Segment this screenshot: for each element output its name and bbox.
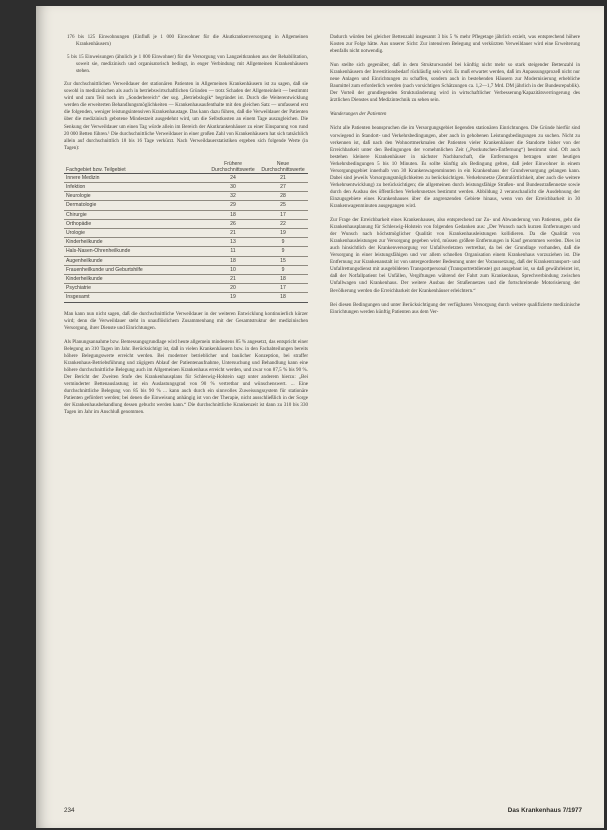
paragraph: Man kann nun nicht sagen, daß die durchschnittliche Verweildauer in der weiteren Entwicklung kontinuierlich kürzer wird; denn die Verweildauer steht in unauflöslichem Zusammenhang mit der Gesamtstruktur der medizinischen Versorgung, ihrer Dienste und Einrichtungen. bbox=[64, 310, 308, 331]
table-cell: 25 bbox=[258, 201, 308, 210]
left-column bbox=[64, 34, 308, 423]
list-item: 176 bis 125 Einwohnungen (Einfluß je 1 000 Einwohner für die Akutkrankenversorgung in Allgemeinen Krankenhäusern) bbox=[67, 34, 308, 48]
table-cell: 18 bbox=[208, 256, 258, 265]
table-cell: 17 bbox=[258, 210, 308, 219]
table-cell: 15 bbox=[258, 256, 308, 265]
paragraph: Zur Frage der Erreichbarkeit eines Krankenhauses, also entsprechend zur Zu- und Abwanderung von Patienten, geht die Krankenhausplanung für Schleswig-Holstein von folgenden Gedanken aus: „Der Wunsch nach kurzen Entfernungen und der Wunsch nach höchstmöglicher Qualität von Krankenhausleistungen kollidieren. Da die Qualität von Krankenhausleistungen zur Versorgung gegeben wird, müssen größere Entfernungen in Kauf genommen werden. Dies ist auch hinsichtlich der Krankenversorgung vor Unfallverletzten vertretbar, da bei der Grundlage vorhanden, daß die Versorgung in einer leistungsfähigen und vor allem schnellen Organisation einem Krankenhaus vorzuziehen ist. Die Entfernung zur Krankenanstalt ist von untergeordneter Bedeutung unter der Voraussetzung, daß der Krankentransport- und Unfallrettungsdienst mit ausgebildeten Transportpersonal (Transportrettdienste) gut ausgebaut ist, so daß gewährleistet ist, daß der Notfallpatient bei Unfällen, Vergiftungen während der Fahrt zum Krankenhaus, Sprechverbindung zwischen Unfallwagen und Krankenhaus. Der weitere Ausbau der Straßennetzes und die fortschreitende Motorisierung der Bevölkerung werden die Erreichbarkeit der Krankenhäuser erleichtern.“ bbox=[330, 217, 580, 294]
table-cell: 11 bbox=[208, 247, 258, 256]
table-row bbox=[64, 284, 308, 293]
table-cell: 17 bbox=[258, 284, 308, 293]
table-row bbox=[64, 247, 308, 256]
table-cell: Infektion bbox=[64, 182, 208, 191]
document-page bbox=[36, 6, 604, 828]
list-item: 5 bis 15 Einweisungen (ähnlich je 1 000 Einwohner) für die Versorgung von Langzeitkranken aus der Rehabilitation, soweit sie, medizinisch und organisatorisch bedingt, in enger Verbindung mit Allgemeinen Krankenhäusern stehen. bbox=[67, 54, 308, 75]
table-row bbox=[64, 238, 308, 247]
table-cell: 26 bbox=[208, 219, 258, 228]
table-row bbox=[64, 219, 308, 228]
table-cell: 27 bbox=[258, 182, 308, 191]
table-body bbox=[64, 173, 308, 302]
table-row bbox=[64, 182, 308, 191]
paragraph: Nun stellte sich gegenüber, daß in dem Strukturwandel bei künftig nicht mehr so stark steigender Bettenzahl in Krankenhäusern der Investitionsbedarf rückläufig sein wird. Es muß erwartet werden, daß im Anpassungsprozeß nicht nur neue Anlagen und Einrichtungen zu schaffen, sondern auch in bestehenden Häusern zur Modernisierung erhebliche Baumittel zum erforderlich werden (nach vorsichtigen Schätzungen ca. 1,2—1,7 Mrd. DM jährlich in der Bundesrepublik). Der Vorteil der grundlegenden Strukturänderung wird in wirtschaftlicher Verbesserung/Kapazitätsverringerung des ärztlichen Dienstes und Medizintechnik zu sehen sein. bbox=[330, 62, 580, 104]
table-cell: Neurologie bbox=[64, 192, 208, 201]
table-cell: 20 bbox=[208, 284, 258, 293]
paragraph: Nicht alle Patienten beanspruchen die im Versorgungsgebiet liegenden stationären Einrichtungen. Die Gründe hierfür sind vorwiegend in Standort- und Verkehrsbedingungen, aber auch in gehobenen Leistungsbedingungen zu suchen. Nicht zu verkennen ist, daß nach den Wohnortmerkmalen der Patienten vieler Krankenhäuser die Standorte bisher von der Erreichbarkeit unter den Bedingungen der vornehmlichen Zeit („Postkutschen-Entfernung“) bestimmt sind. Oft auch bestehen kleinere Krankenhäuser in nächster Nachbarschaft, die Entfernungen betragen unter heutigen Verkehrsbedingungen 5 bis 10 Minuten. Es sollte künftig als Bedingung gelten, daß jeder Einwohner in einem Versorgungsgebiet innerhalb von 30 Krankenwagenminuten in ein Krankenhaus der Grundversorgung gelangen kann. Dabei sind jeweils Vorsorgungsmöglichkeiten zu berücksichtigen. Verkehrsnetze (Zentralörtlichkeit, aber auch die weitere Verkehrsentwicklung) zu berücksichtigen; die allgemeinen durch leistungsfähige Straßen- und Bundesstraßennetze sowie durch den Ausbau des öffentlichen Verkehrsnetzes bestimmt werden. Abbildung 2 veranschaulicht die Ausdehnung der Einzugsgebiete eines Krankenhauses über die angrenzenden Gebiete hinaus, wenn von der Erreichbarkeit in 30 Krankenwagenminuten ausgegangen wird. bbox=[330, 125, 580, 209]
section-heading: Wanderungen der Patienten bbox=[330, 111, 387, 118]
table-cell: 9 bbox=[258, 265, 308, 274]
length-of-stay-table bbox=[64, 159, 308, 303]
table-cell: 9 bbox=[258, 238, 308, 247]
journal-title: Das Krankenhaus 7/1977 bbox=[507, 807, 582, 814]
table-row bbox=[64, 210, 308, 219]
table-cell: Psychiatrie bbox=[64, 284, 208, 293]
table-cell: 21 bbox=[258, 173, 308, 182]
table-cell: 21 bbox=[208, 228, 258, 237]
table-cell: Augenheilkunde bbox=[64, 256, 208, 265]
table-header: Fachgebiet bzw. Teilgebiet bbox=[64, 159, 208, 174]
table-cell: 21 bbox=[208, 274, 258, 283]
table-row bbox=[64, 256, 308, 265]
table-cell: 18 bbox=[258, 274, 308, 283]
right-column bbox=[330, 34, 580, 323]
table-cell: Innere Medizin bbox=[64, 173, 208, 182]
table-cell: Orthopädie bbox=[64, 219, 208, 228]
table-row bbox=[64, 274, 308, 283]
table-header-row bbox=[64, 159, 308, 174]
paragraph: Dadurch würden bei gleicher Bettenzahl insgesamt 3 bis 5 % mehr Pflegetage jährlich erzielt, was entsprechend höhere Kosten zur Folge hätte. Aus unserer Sicht: Zur intensiven Belegung und verkürzten Verweildauer wird eine Erweiterung ebenfalls nicht notwendig. bbox=[330, 34, 580, 55]
table-cell: Kinderheilkunde bbox=[64, 274, 208, 283]
paragraph: Bei diesen Bedingungen und unter Berücksichtigung der verfügbaren Versorgung durch weitere qualifizierte medizinische Einrichtungen werden künftig Patienten aus dem Ver- bbox=[330, 301, 580, 315]
table-cell: 18 bbox=[258, 293, 308, 302]
table-cell: Hals-Nasen-Ohrenheilkunde bbox=[64, 247, 208, 256]
table-row bbox=[64, 228, 308, 237]
table-cell: 30 bbox=[208, 182, 258, 191]
table-total-row bbox=[64, 293, 308, 302]
table-row bbox=[64, 265, 308, 274]
table-cell: 19 bbox=[258, 228, 308, 237]
paragraph: Zur durchschnittlichen Verweildauer der stationären Patienten in Allgemeinen Krankenhäusern ist zu sagen, daß sie sowohl in medizinischen als auch in betriebswirtschaftlichen Gründen — trotz Schaden der Allgemeinheit — bestimmt wird und zum Teil noch im „Sonderbereich“ der sog. „Betriebslogik“ begründet ist. Durch die Weiterentwicklung werden die erweiterten Behandlungsmöglichkeiten — Krankenhausaufenthalte mit den gleichen Satz — umfassend erst die folgenden, weniger leistungsintensiven Krankenhaustage. Das kann dazu führen, daß die Verweildauer der Patienten über die medizinisch gebotene Mindestzeit ausgedehnt wird, um die Selbstkosten an einem Tage auszugleichen. Die Senkung der Verweildauer um einen Tag würde allein im Bereich der Akutkrankenhäuser zu einer Einsparung von rund 20 000 Betten führen.¹ Die durchschnittliche Verweildauer in einer großen Zahl von Krankenhäusern hat sich tatsächlich allein auf durchschnittlich 18 bis 16 Tage verkürzt. Nach Verweildauerstatistiken ergeben sich folgende Werte (in Tagen): bbox=[64, 81, 308, 151]
table-cell: 28 bbox=[258, 192, 308, 201]
table-cell: 32 bbox=[208, 192, 258, 201]
table-row bbox=[64, 192, 308, 201]
table-header: Neue Durchschnittswerte bbox=[258, 159, 308, 174]
page-number: 234 bbox=[64, 807, 75, 814]
table-header: Frühere Durchschnittswerte bbox=[208, 159, 258, 174]
table-cell: Insgesamt bbox=[64, 293, 208, 302]
table-cell: 19 bbox=[208, 293, 258, 302]
table-cell: Kinderheilkunde bbox=[64, 238, 208, 247]
table-cell: 13 bbox=[208, 238, 258, 247]
table-cell: Frauenheilkunde und Geburtshilfe bbox=[64, 265, 208, 274]
table-cell: 24 bbox=[208, 173, 258, 182]
table-cell: Dermatologie bbox=[64, 201, 208, 210]
paragraph: Als Planungsannahme bzw. Bemessungsgrundlage wird heute allgemein mindestens 85 % angesetzt, das entspricht einer Belegung an 310 Tagen im Jahr. Berücksichtigt ist, daß in vielen Krankenhäusern bzw. in den Fachabteilungen bereits höhere Belegungswerte erreicht werden. Bei moderner betrieblicher und baulicher Konzeption, bei straffer Krankenhaus-Betriebsführung und zügigem Ablauf der Patientenaufnahme, Untersuchung und Behandlung kann eine höhere durchschnittliche Belegung auch im Allgemeinen Krankenhaus erreicht werden, und zwar von 87,5 % bis 90 %. Der Bericht der Zweiten Stufe des Krankenhausplans für Schleswig-Holstein sagt unter anderem hierzu: „Bei verminderter Bettenauslastung ist ein Auslastungsgrad von 90 % vertretbar und wünschenswert. ... Eine durchschnittliche Belegung von 85 bis 90 % ... kann auch durch ein sinnvolles Zuweisungssystem für stationäre Patienten gefördert werden; bei denen die Einweisung anhängig ist von der Therapie, nicht ausschließlich in der Sorge der Krankenhausbehandlung dessen gebucht werden kann.“ Die durchschnittliche Krankenzeit ist dann zu 310 bis 330 Tagen im Jahr im Anschluß genommen. bbox=[64, 338, 308, 416]
table-cell: 18 bbox=[208, 210, 258, 219]
table-cell: 29 bbox=[208, 201, 258, 210]
table-cell: 9 bbox=[258, 247, 308, 256]
table-cell: Urologie bbox=[64, 228, 208, 237]
table-cell: 22 bbox=[258, 219, 308, 228]
table-cell: 10 bbox=[208, 265, 258, 274]
table-row bbox=[64, 173, 308, 182]
table-cell: Chirurgie bbox=[64, 210, 208, 219]
table-row bbox=[64, 201, 308, 210]
